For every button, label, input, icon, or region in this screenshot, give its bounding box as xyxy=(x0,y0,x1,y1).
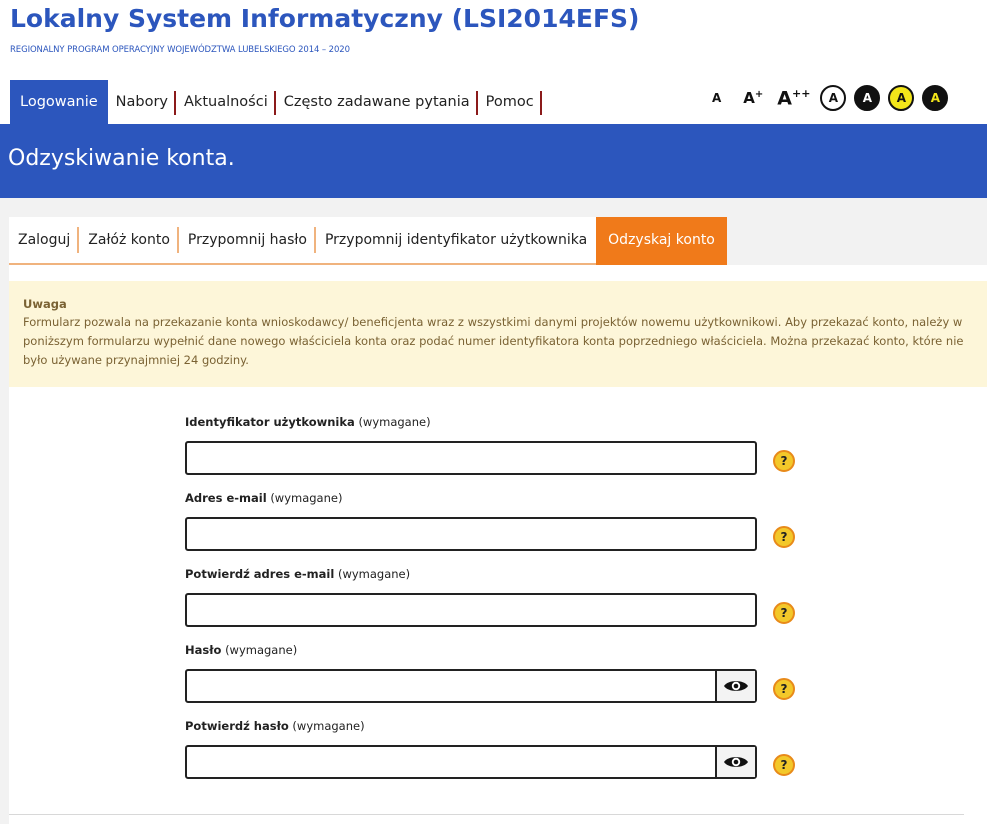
required-suffix: (wymagane) xyxy=(270,491,343,505)
tab-przypomnij-haslo[interactable]: Przypomnij hasło xyxy=(179,217,316,265)
required-suffix: (wymagane) xyxy=(225,643,298,657)
required-suffix: (wymagane) xyxy=(292,719,365,733)
site-title[interactable]: Lokalny System Informatyczny (LSI2014EFS) xyxy=(10,4,640,33)
password-input[interactable] xyxy=(187,671,715,701)
contrast-black-yellow-button[interactable]: A xyxy=(922,85,948,111)
input-wrapper xyxy=(185,669,757,703)
field-label-text: Potwierdź hasło xyxy=(185,719,289,733)
site-subtitle: REGIONALNY PROGRAM OPERACYJNY WOJEWÓDZTWA LUBELSKIEGO 2014 – 2020 xyxy=(10,45,350,55)
form-panel xyxy=(9,265,987,824)
help-icon[interactable]: ? xyxy=(773,450,795,472)
font-size-large-button[interactable] xyxy=(777,87,810,109)
nav-item-aktualnosci[interactable]: Aktualności xyxy=(176,80,276,124)
tab-przypomnij-identyfikator[interactable]: Przypomnij identyfikator użytkownika xyxy=(316,217,596,265)
tab-zaloguj[interactable]: Zaloguj xyxy=(9,217,79,265)
help-icon[interactable]: ? xyxy=(773,526,795,548)
font-size-large-letter: A xyxy=(777,87,793,110)
field-label-text: Adres e-mail xyxy=(185,491,267,505)
font-size-medium-sup: + xyxy=(754,89,764,100)
font-size-large-sup: ++ xyxy=(792,86,811,100)
notice-box xyxy=(9,281,987,387)
password-confirm-input[interactable] xyxy=(187,747,715,777)
help-icon[interactable]: ? xyxy=(773,602,795,624)
field-label-text: Identyfikator użytkownika xyxy=(185,415,355,429)
form-divider xyxy=(9,814,964,815)
tab-odzyskaj-konto[interactable]: Odzyskaj konto xyxy=(596,217,727,265)
input-wrapper xyxy=(185,441,757,475)
nav-item-faq[interactable]: Często zadawane pytania xyxy=(276,80,478,124)
field-identyfikator xyxy=(185,415,805,468)
contrast-yellow-black-button[interactable]: A xyxy=(888,85,914,111)
field-label xyxy=(185,491,805,509)
field-haslo-confirm xyxy=(185,719,805,772)
contrast-default-button[interactable]: A xyxy=(820,85,846,111)
notice-text: Formularz pozwala na przekazanie konta wnioskodawcy/ beneficjenta wraz z wszystkimi danymi projektów nowemu użytkownikowi. Aby przekazać konto, należy w poniższym formularzu wypełnić dane nowego właściciela konta oraz podać numer identyfikatora konta poprzedniego właściciela. Można przekazać konto, które nie było używane przynajmniej 24 godziny. xyxy=(23,315,964,367)
nav-item-pomoc[interactable]: Pomoc xyxy=(478,80,542,124)
field-label-text: Potwierdź adres e-mail xyxy=(185,567,335,581)
show-password-confirm-button[interactable] xyxy=(715,747,755,777)
font-size-medium-letter: A xyxy=(743,89,755,107)
accessibility-toolbar xyxy=(712,85,956,111)
field-label xyxy=(185,643,805,661)
field-haslo xyxy=(185,643,805,696)
field-label xyxy=(185,415,805,433)
show-password-button[interactable] xyxy=(715,671,755,701)
identyfikator-input[interactable] xyxy=(187,443,755,473)
site-header xyxy=(0,0,987,124)
tab-zaloz-konto[interactable]: Załóż konto xyxy=(79,217,179,265)
contrast-black-white-button[interactable]: A xyxy=(854,85,880,111)
field-label-text: Hasło xyxy=(185,643,222,657)
field-label xyxy=(185,719,805,737)
font-size-medium-button[interactable] xyxy=(743,89,763,107)
nav-item-logowanie[interactable]: Logowanie xyxy=(10,80,108,124)
main-nav xyxy=(10,80,542,124)
page-banner xyxy=(0,124,987,198)
eye-icon xyxy=(723,678,749,694)
required-suffix: (wymagane) xyxy=(358,415,431,429)
input-wrapper xyxy=(185,517,757,551)
auth-tabs xyxy=(9,217,727,265)
nav-item-nabory[interactable]: Nabory xyxy=(108,80,176,124)
eye-icon xyxy=(723,754,749,770)
field-email xyxy=(185,491,805,544)
page-title: Odzyskiwanie konta. xyxy=(8,146,235,171)
required-suffix: (wymagane) xyxy=(337,567,411,581)
field-label xyxy=(185,567,805,585)
notice-title: Uwaga xyxy=(23,297,67,311)
email-confirm-input[interactable] xyxy=(187,595,755,625)
input-wrapper xyxy=(185,593,757,627)
font-size-normal-button[interactable]: A xyxy=(712,91,722,105)
input-wrapper xyxy=(185,745,757,779)
email-input[interactable] xyxy=(187,519,755,549)
help-icon[interactable]: ? xyxy=(773,678,795,700)
help-icon[interactable]: ? xyxy=(773,754,795,776)
field-email-confirm xyxy=(185,567,805,620)
